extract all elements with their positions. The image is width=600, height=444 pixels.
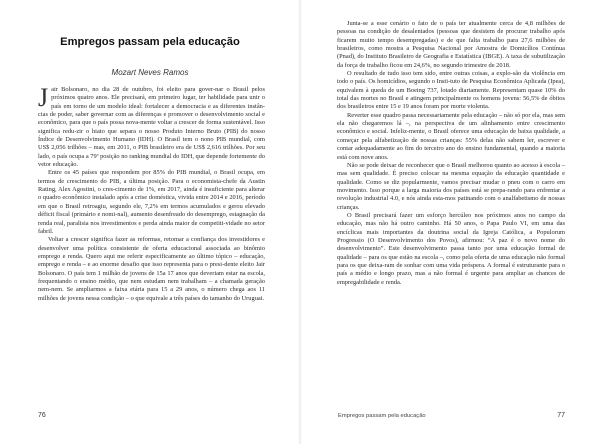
body-paragraph: Reverter esse quadro passa necessariamente pela educação – não só por ela, mas sem ela não chegaremos lá –, na perspectiva de um alinhamento entre crescimento econômico e social. Infeliz-mente, o Brasil oferece uma educação de baixa qualidade, a começar pela alfabetização de nossas crianças: 55% delas não sabem ler, escrever e contar adequadamente ao fim do terceiro ano do ensino fundamental, quando a maioria está com nove anos. <box>337 111 565 161</box>
body-paragraph: Voltar a crescer significa fazer as reformas, retomar a confiança dos investidores e desenvolver uma política consistente de oferta educacional associada ao binômio emprego e renda. Quero aqui me referir especificamente ao último tópico – educação, emprego e renda – e ao enorme desafio que isso representa para o presi-dente eleito Jair Bolsonaro. O país tem 1 milhão de jovens de 15a 17 anos que deveriam estar na escola, frequentando o ensino médio, que nem estudam nem trabalham – a chamada geração nem-nem. Se ampliarmos a faixa etária para 15 a 29 anos, o número chega aos 11 milhões de jovens nessa condição – o que equivale a três países do tamanho do Uruguai. <box>38 236 265 302</box>
article-author: Mozart Neves Ramos <box>111 68 189 77</box>
body-paragraph: Não se pode deixar de reconhecer que o Brasil melhorou quanto ao acesso à escola – mas sem qualidade. É preciso colocar na mesma equação da educação quantidade e qualidade. Como se diz popularmente, vamos precisar mudar o pneu com o carro em movimento. Isso porque a larga maioria dos países está se prepa-rando para enfrentar a revolução industrial 4.0, e nós ainda esta-mos patinando com o analfabetismo de nossas crianças. <box>337 161 565 211</box>
article-title: Empregos passam pela educação <box>60 36 240 48</box>
body-paragraph: O Brasil precisará fazer um esforço hercúleo nos próximos anos no campo da educação, mas não há outro caminho. Há 50 anos, o Papa Paulo VI, em uma das encíclicas mais importantes da doutrina social da Igreja Católica, a Populorum Progressio (O Desenvolvimento dos Povos), afirmou: “A paz é o novo nome do desenvolvimento”. Este desenvolvimento passa tanto por uma educação formal de qualidade – para os que estão na escola –, como pela oferta de uma educação não formal para os que deixa-ram de sonhar com uma vida próspera. A formal é estruturante para o país a médio e longo prazo, mas a não formal é urgente para ampliar as chances de empregabilidade e renda. <box>337 211 565 286</box>
running-footer: Empregos passam pela educação <box>338 413 426 419</box>
body-paragraph: Junta-se a esse cenário o fato de o país ter atualmente cerca de 4,8 milhões de pessoas na condição de desalentados (pessoas que desistem de procurar trabalho após ficarem muito tempo desempregadas) e de que falta trabalho para 27,6 milhões de brasileiros, como mostra a Pesquisa Nacional por Amostra de Domicílios Contínua (Pnad), do Instituto Brasileiro de Geografia e Estatística (IBGE). A taxa de subutilização da força de trabalho ficou em 24,6%, no segundo trimestre de 2018. <box>337 20 565 69</box>
page-number-left: 76 <box>38 412 46 419</box>
body-paragraph: O resultado de tudo isso tem sido, entre outras coisas, a explo-são da violência em todo o país. Os homicídios, segundo o Insti-tuto de Pesquisa Econômica Aplicada (Ipea), equivalem à queda de um Boeing 737, lotado diariamente. Representam quase 10% do total das mortes no Brasil e atingem principalmente os homens jovens: 56,5% de óbitos dos brasileiros entre 15 e 19 anos foram por morte violenta. <box>337 70 565 111</box>
right-body-text <box>337 20 565 287</box>
paragraph-text: air Bolsonaro, no dia 28 de outubro, foi eleito para gover-nar o Brasil pelos próximos quatro anos. Ele precisará, em primeiro lugar, ter habilidade para unir o país em torno de um modelo ideal: fortalecer a democracia e as diferentes instân-cias de poder, saber governar com as diferenças e promover o desenvolvimento social e econômico, para que o país possa nova-mente voltar a crescer de forma sustentável. Isso significa redu-zir o hiato que separa o nosso Produto Interno Bruto (PIB) do nosso Índice de Desenvolvimento Humano (IDH). O Brasil tem o nono PIB mundial, com US$ 2,056 trilhões – mas, em 2011, o PIB brasileiro era de US$ 2,616 trilhões. Por seu lado, o país ocupa a 79ª posição no ranking mundial do IDH, que depende fortemente do vetor educação. <box>38 86 265 169</box>
page-number-right: 77 <box>557 412 565 419</box>
body-paragraph <box>38 83 265 169</box>
body-paragraph: Entre os 45 países que respondem por 85% do PIB mundial, o Brasil ocupa, em termos de crescimento do PIB, a última posição. Para o economista-chefe da Austin Rating, Alex Agostini, o cres-cimento de 1%, em 2017, ainda é insuficiente para alterar o quadro econômico instalado após a crise doméstica, vivida entre 2014 e 2016, período em que o Brasil retroagiu, segundo ele, 7,2% em termos acumulados e gerou elevado déficit fiscal (primário e nomi-nal), aumento desenfreado do desemprego, estagnação da renda real, paralisia nos investimentos e perda ainda maior de competiti-vidade no setor fabril. <box>38 169 265 235</box>
left-body-text <box>38 83 265 303</box>
drop-cap: J <box>38 83 49 112</box>
